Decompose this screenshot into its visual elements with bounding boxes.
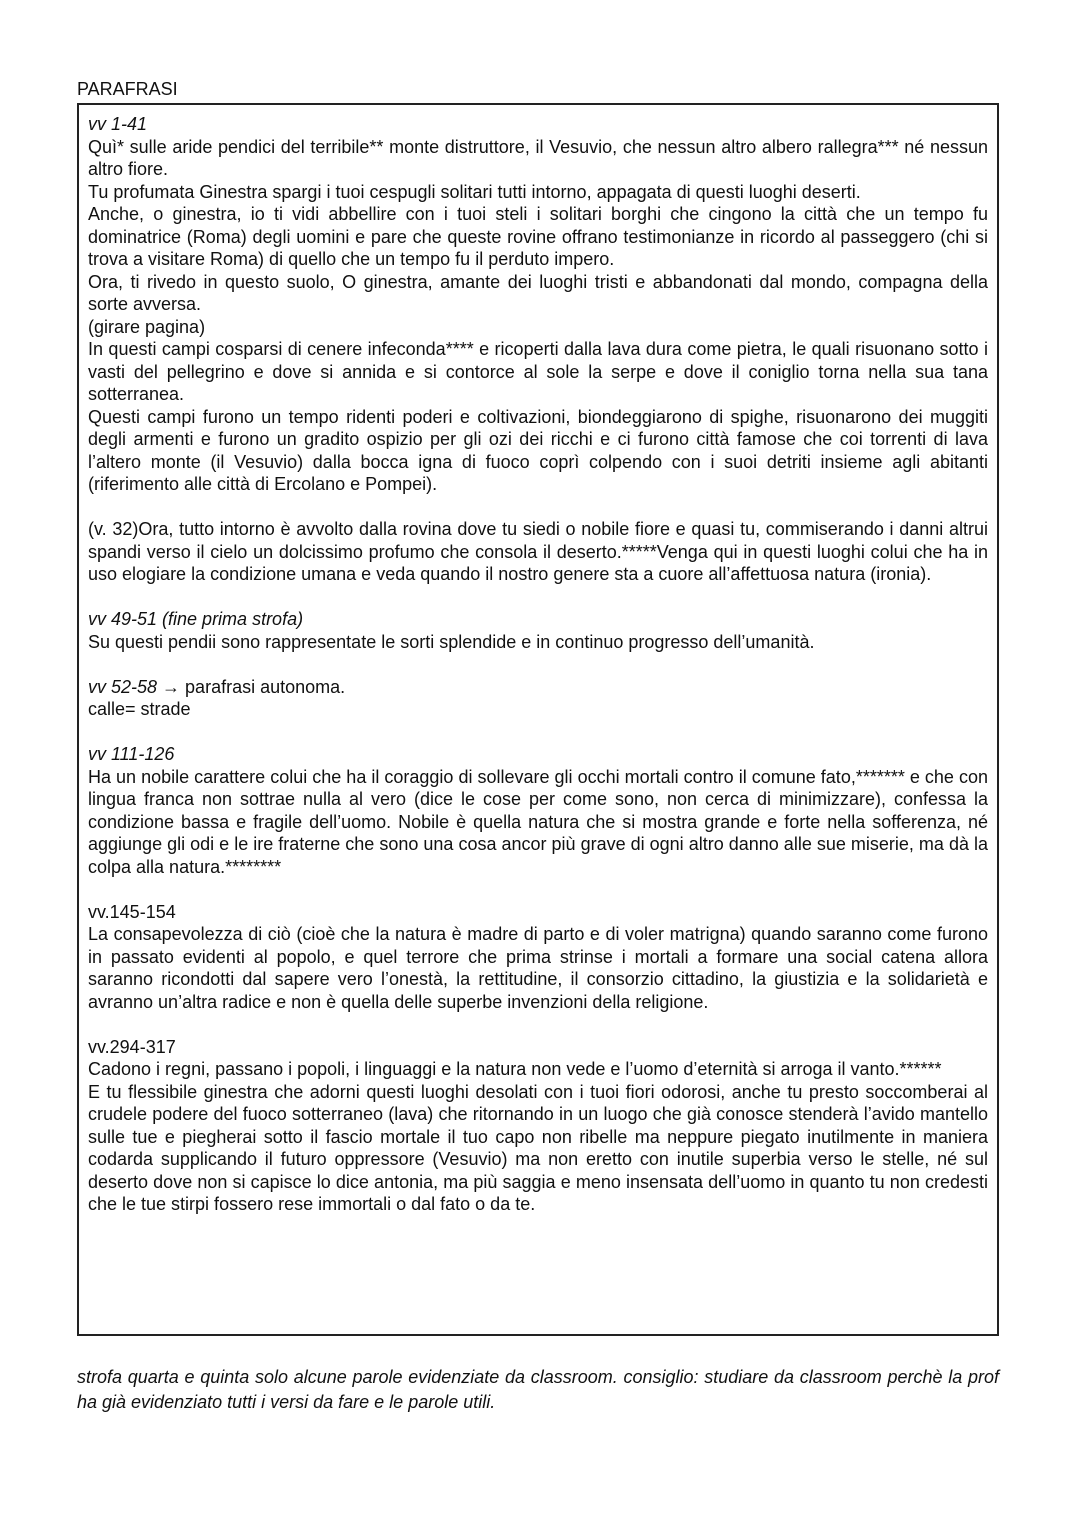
section-vv-145-154 [88,901,988,1014]
section-vv-52-58 [88,676,988,721]
paragraph-note: (girare pagina) [88,316,206,337]
paragraph: E tu flessibile ginestra che adorni questi luoghi desolati con i tuoi fiori odorosi, anche tu presto soccomberai al crudele podere del fuoco sotterraneo (lava) che ritornando in un luogo che già conosce stenderà l’avido mantello sulle tue e piegherai sotto il fascio mortale il tuo capo non ribelle ma neppure piegato inutilmente in maniera codarda supplicando il futuro oppressore (Vesuvio) ma non eretto con inutile superbia verso le stelle, né sul deserto dove non si capisce lo dice antonia, ma più saggia e meno insensata dell’uomo in quanto tu non credesti che le tue stirpi fossero rese immortali o dal fato o da te. [88,1081,988,1214]
section-v-32 [88,518,988,586]
paragraph: Cadono i regni, passano i popoli, i linguaggi e la natura non vede e l’uomo d’eternità si arroga il vanto.****** [88,1059,942,1079]
section-heading [88,676,988,699]
paragraph: Tu profumata Ginestra spargi i tuoi cespugli solitari tutti intorno, appagata di questi luoghi deserti. [88,181,861,202]
page-title: PARAFRASI [77,79,178,99]
section-heading-note: → parafrasi autonoma. [157,676,346,697]
section-heading: vv.294-317 [88,1036,176,1057]
section-heading: vv.145-154 [88,901,176,922]
section-vv-294-317 [88,1036,988,1216]
study-tip-note: strofa quarta e quinta solo alcune parole evidenziate da classroom. consiglio: studiare da classroom perchè la prof ha già evidenziato tutti i versi da fare e le parole utili. [77,1367,999,1412]
paragraph: In questi campi cosparsi di cenere infeconda**** e ricoperti dalla lava dura come pietra, le quali risuonano sotto i vasti del pellegrino e dove si annida e si contorce al sole la serpe e dove il coniglio torna nella sua tana sotterranea. [88,339,988,404]
paraphrase-box [77,103,999,1336]
section-heading: vv 111-126 [88,744,175,764]
paragraph: Ha un nobile carattere colui che ha il coraggio di sollevare gli occhi mortali contro il comune fato,******* e che con lingua franca non sottrae nulla al vero (dice le cose per come sono, non cerca di minimizzare), confessa la condizione bassa e fragile dell’uomo. Nobile è quella natura che si mostra grande e forte nella sofferenza, né aggiunge gli odi e le ire fraterne che sono una cosa ancor più grave di ogni altro danno alle sue miserie, ma dà la colpa alla natura.******** [88,766,988,877]
paragraph: Questi campi furono un tempo ridenti poderi e coltivazioni, biondeggiarono di spighe, risuonarono dei muggiti degli armenti e furono un gradito ospizio per gli ozi dei ricchi e ci furono città famose che coi torrenti di lava l’altero monte (il Vesuvio) dalla bocca igna di fuoco coprì colpendo con i suoi detriti insieme agli abitanti (riferimento alle città di Ercolano e Pompei). [88,406,988,494]
paragraph: La consapevolezza di ciò (cioè che la natura è madre di parto e di voler matrigna) quando saranno come furono in passato evidenti al popolo, e quel terrore che prima strinse i mortali a formare una social catena allora saranno ricondotti dal sapere vero l’onestà, la rettitudine, il consorzio cittadino, la giustizia e la solidarietà e avranno un’altra radice e non è quella delle superbe invenzioni della religione. [88,924,988,1012]
paragraph: Quì* sulle aride pendici del terribile** monte distruttore, il Vesuvio, che nessun altro albero rallegra*** né nessun altro fiore. [88,136,988,179]
paragraph: Ora, ti rivedo in questo suolo, O ginestra, amante dei luoghi tristi e abbandonati dal mondo, compagna della sorte avversa. [88,271,988,314]
section-vv-111-126 [88,743,988,878]
section-vv-1-41 [88,113,988,496]
section-heading: vv 49-51 (fine prima strofa) [88,609,304,629]
paragraph: calle= strade [88,699,191,719]
section-vv-49-51 [88,608,988,653]
section-heading-verses: vv 52-58 [88,676,158,697]
paragraph: Su questi pendii sono rappresentate le sorti splendide e in continuo progresso dell’umanità. [88,631,815,652]
section-heading: vv 1-41 [88,114,148,134]
paragraph: Anche, o ginestra, io ti vidi abbellire con i tuoi steli i solitari borghi che cingono la città che un tempo fu dominatrice (Roma) degli uomini e pare che queste rovine offrano testimonianze in ricordo al passeggero (chi si trova a visitare Roma) di quello che un tempo fu il perduto impero. [88,204,988,269]
paragraph: (v. 32)Ora, tutto intorno è avvolto dalla rovina dove tu siedi o nobile fiore e quasi tu, commiserando i danni altrui spandi verso il cielo un dolcissimo profumo che consola il deserto.*****Venga qui in questi luoghi colui che ha in uso elogiare la condizione umana e veda quando il nostro genere sta a cuore all’affettuosa natura (ironia). [88,519,988,584]
